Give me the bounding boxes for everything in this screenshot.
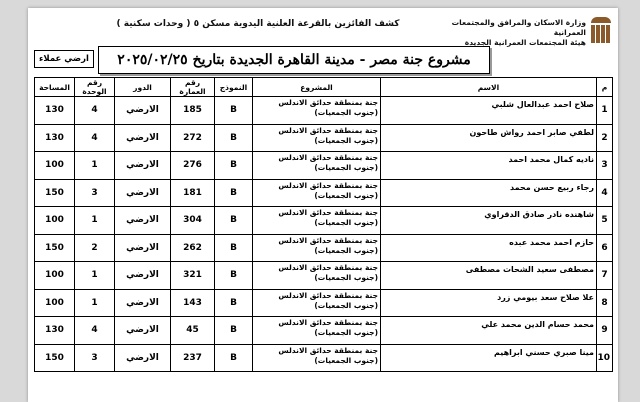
winner-name: رجاء ربيع حسن محمد <box>381 179 597 207</box>
area-cell: 100 <box>35 207 75 235</box>
model-cell: B <box>215 234 253 262</box>
model-cell: B <box>215 179 253 207</box>
table-row <box>35 262 613 290</box>
building-number: 276 <box>171 152 215 180</box>
list-heading-line: كشف الفائزين بالقرعة العلنية اليدوية مسكن ٥ ( وحدات سكنية ) <box>116 19 400 29</box>
category-badge: ارضي عملاء <box>34 50 94 68</box>
unit-number: 2 <box>75 234 115 262</box>
row-index: 7 <box>597 262 613 290</box>
project-name: جنة بمنطقة حدائق الاندلس (جنوب الجمعيات) <box>253 179 381 207</box>
building-number: 237 <box>171 344 215 372</box>
row-index: 4 <box>597 179 613 207</box>
floor-cell: الارضي <box>115 124 171 152</box>
row-index: 5 <box>597 207 613 235</box>
col-header-index: م <box>597 78 613 97</box>
row-index: 8 <box>597 289 613 317</box>
project-name: جنة بمنطقة حدائق الاندلس (جنوب الجمعيات) <box>253 289 381 317</box>
project-name: جنة بمنطقة حدائق الاندلس (جنوب الجمعيات) <box>253 317 381 345</box>
floor-cell: الارضي <box>115 97 171 125</box>
model-cell: B <box>215 124 253 152</box>
col-header-floor: الدور <box>115 78 171 97</box>
row-index: 9 <box>597 317 613 345</box>
col-header-project: المشروع <box>253 78 381 97</box>
building-number: 262 <box>171 234 215 262</box>
unit-number: 3 <box>75 344 115 372</box>
floor-cell: الارضي <box>115 344 171 372</box>
area-cell: 100 <box>35 152 75 180</box>
area-cell: 100 <box>35 289 75 317</box>
unit-number: 1 <box>75 289 115 317</box>
table-row <box>35 124 613 152</box>
winner-name: مينا صبري حسني ابراهيم <box>381 344 597 372</box>
project-name: جنة بمنطقة حدائق الاندلس (جنوب الجمعيات) <box>253 97 381 125</box>
model-cell: B <box>215 289 253 317</box>
building-number: 185 <box>171 97 215 125</box>
winner-name: ناديه كمال محمد احمد <box>381 152 597 180</box>
winner-name: محمد حسام الدين محمد علي <box>381 317 597 345</box>
floor-cell: الارضي <box>115 262 171 290</box>
row-index: 1 <box>597 97 613 125</box>
authority-name: هيئة المجتمعات العمرانية الجديدة <box>464 38 586 47</box>
table-row <box>35 97 613 125</box>
area-cell: 150 <box>35 344 75 372</box>
project-name: جنة بمنطقة حدائق الاندلس (جنوب الجمعيات) <box>253 344 381 372</box>
floor-cell: الارضي <box>115 289 171 317</box>
unit-number: 3 <box>75 179 115 207</box>
model-cell: B <box>215 97 253 125</box>
model-cell: B <box>215 207 253 235</box>
winner-name: شاهنده نادر صادق الدقراوي <box>381 207 597 235</box>
area-cell: 150 <box>35 179 75 207</box>
building-number: 321 <box>171 262 215 290</box>
document-page <box>28 8 618 402</box>
ministry-header <box>436 18 586 48</box>
area-cell: 100 <box>35 262 75 290</box>
model-cell: B <box>215 152 253 180</box>
table-header-row <box>35 78 613 97</box>
building-number: 272 <box>171 124 215 152</box>
ministry-logo-icon <box>590 17 612 43</box>
col-header-building: رقم العمارة <box>171 78 215 97</box>
winner-name: صلاح احمد عبدالعال شلبي <box>381 97 597 125</box>
winner-name: لطفي صابر احمد رواش طاحون <box>381 124 597 152</box>
floor-cell: الارضي <box>115 234 171 262</box>
table-row <box>35 317 613 345</box>
area-cell: 130 <box>35 97 75 125</box>
row-index: 3 <box>597 152 613 180</box>
page-title: مشروع جنة مصر - مدينة القاهرة الجديدة بتاريخ ٢٠٢٥/٠٢/٢٥ <box>98 46 490 74</box>
col-header-model: النموذج <box>215 78 253 97</box>
project-name: جنة بمنطقة حدائق الاندلس (جنوب الجمعيات) <box>253 207 381 235</box>
floor-cell: الارضي <box>115 207 171 235</box>
row-index: 6 <box>597 234 613 262</box>
unit-number: 4 <box>75 97 115 125</box>
winner-name: حازم احمد محمد عبده <box>381 234 597 262</box>
unit-number: 1 <box>75 152 115 180</box>
area-cell: 130 <box>35 124 75 152</box>
unit-number: 4 <box>75 317 115 345</box>
row-index: 2 <box>597 124 613 152</box>
building-number: 143 <box>171 289 215 317</box>
floor-cell: الارضي <box>115 317 171 345</box>
project-name: جنة بمنطقة حدائق الاندلس (جنوب الجمعيات) <box>253 152 381 180</box>
winner-name: علا صلاح سعد بيومي زرد <box>381 289 597 317</box>
table-row <box>35 152 613 180</box>
area-cell: 150 <box>35 234 75 262</box>
col-header-unit: رقم الوحدة <box>75 78 115 97</box>
unit-number: 1 <box>75 262 115 290</box>
project-name: جنة بمنطقة حدائق الاندلس (جنوب الجمعيات) <box>253 234 381 262</box>
unit-number: 1 <box>75 207 115 235</box>
model-cell: B <box>215 317 253 345</box>
table-row <box>35 234 613 262</box>
table-row <box>35 344 613 372</box>
building-number: 304 <box>171 207 215 235</box>
ministry-name: وزارة الاسكان والمرافق والمجتمعات العمرانية <box>451 18 586 37</box>
floor-cell: الارضي <box>115 152 171 180</box>
building-number: 45 <box>171 317 215 345</box>
project-name: جنة بمنطقة حدائق الاندلس (جنوب الجمعيات) <box>253 262 381 290</box>
table-row <box>35 179 613 207</box>
project-name: جنة بمنطقة حدائق الاندلس (جنوب الجمعيات) <box>253 124 381 152</box>
model-cell: B <box>215 262 253 290</box>
winner-name: مصطفى سعيد الشحات مصطفى <box>381 262 597 290</box>
winners-table <box>34 77 613 372</box>
col-header-area: المساحة <box>35 78 75 97</box>
unit-number: 4 <box>75 124 115 152</box>
floor-cell: الارضي <box>115 179 171 207</box>
table-row <box>35 289 613 317</box>
table-row <box>35 207 613 235</box>
building-number: 181 <box>171 179 215 207</box>
model-cell: B <box>215 344 253 372</box>
col-header-name: الاسم <box>381 78 597 97</box>
row-index: 10 <box>597 344 613 372</box>
list-heading <box>108 18 408 30</box>
area-cell: 130 <box>35 317 75 345</box>
